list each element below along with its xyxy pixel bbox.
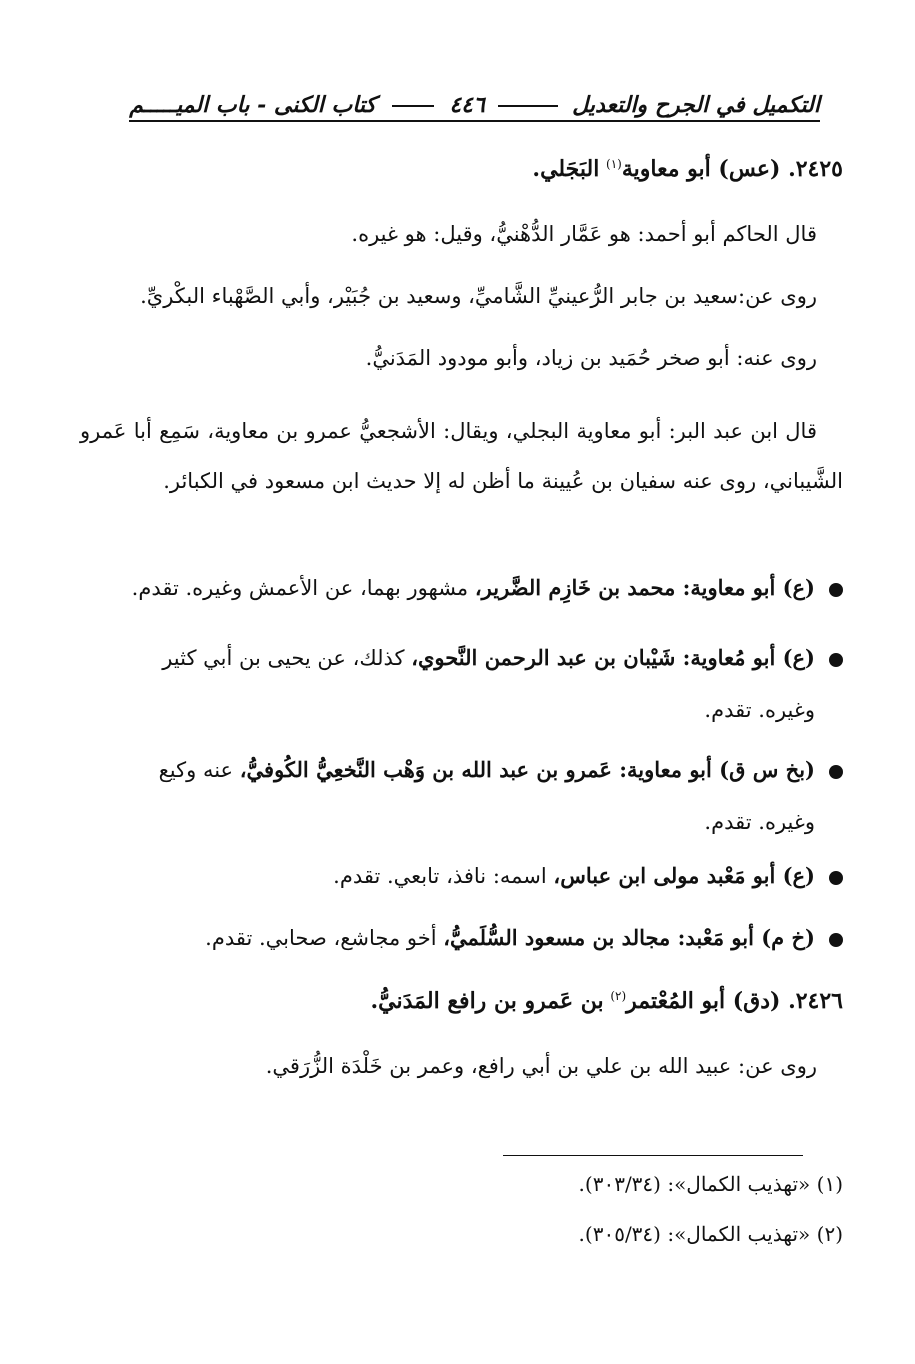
bullet-icon [829, 583, 843, 597]
list-item [90, 572, 843, 605]
list-item-text: كذلك، عن يحيى بن أبي كثير [162, 646, 412, 670]
header-dash [498, 105, 558, 107]
entry-title-text: ٢٤٢٦. (دق) أبو المُعْتمر [626, 988, 843, 1014]
entry-2426-title [80, 984, 843, 1018]
list-item-text: أخو مجاشع، صحابي. تقدم. [205, 926, 444, 950]
list-item-bold: (ع) أبو معاوية: محمد بن خَازِم الضَّرير، [474, 575, 815, 600]
running-head-underlined [129, 92, 820, 122]
paragraph: قال الحاكم أبو أحمد: هو عَمَّار الدُّهْنيُّ، وقيل: هو غيره. [351, 222, 817, 246]
entry-2425-title [80, 152, 843, 186]
list-item [90, 860, 843, 893]
entry-title-text: ٢٤٢٥. (عس) أبو معاوية [621, 156, 843, 182]
bullet-icon [829, 653, 843, 667]
list-item-bold: (بخ س ق) أبو معاوية: عَمرو بن عبد الله بن وَهْب النَّخعِيُّ الكُوفيُّ، [239, 757, 815, 782]
list-item-text: مشهور بهما، عن الأعمش وغيره. تقدم. [131, 576, 475, 600]
footnote: (١) «تهذيب الكمال»: (٣٠٣/٣٤). [578, 1172, 843, 1196]
list-item-text: اسمه: نافذ، تابعي. تقدم. [333, 864, 554, 888]
bullet-icon [829, 933, 843, 947]
paragraph-text: قال ابن عبد البر: أبو معاوية البجلي، ويقال: الأشجعيُّ عمرو بن معاوية، سَمِع أبا عَمرو الشَّيباني، روى عنه سفيان بن عُيينة ما أظن له إلا حديث ابن مسعود في الكبائر. [80, 419, 843, 493]
list-item [90, 744, 843, 848]
list-item [90, 922, 843, 955]
entry-title-end: بن عَمرو بن رافع المَدَنيُّ. [370, 988, 604, 1014]
list-item [90, 632, 843, 736]
footnote: (٢) «تهذيب الكمال»: (٣٠٥/٣٤). [578, 1222, 843, 1246]
paragraph: روى عنه: أبو صخر حُمَيد بن زياد، وأبو مودود المَدَنيُّ. [365, 346, 817, 370]
paragraph-ibn-abd-al-barr [80, 406, 843, 506]
bullet-icon [829, 765, 843, 779]
book-title: التكميل في الجرح والتعديل [572, 92, 820, 118]
entry-title-end: البَجَلي. [532, 156, 600, 182]
bullet-icon [829, 871, 843, 885]
running-head [129, 92, 820, 122]
list-item-bold: (خ م) أبو مَعْبد: مجالد بن مسعود السُّلَميُّ، [443, 925, 815, 950]
list-item-bold: (ع) أبو مَعْبد مولى ابن عباس، [553, 863, 815, 888]
paragraph: روى عن: عبيد الله بن علي بن أبي رافع، وعمر بن خَلْدَة الزُّرَقي. [265, 1054, 817, 1078]
header-dash [392, 105, 434, 107]
list-item-bold: (ع) أبو مُعاوية: شَيْبان بن عبد الرحمن النَّحوي، [411, 645, 815, 670]
page-number: ٤٤٦ [449, 92, 485, 118]
list-item-text: عنه وكيع [158, 758, 240, 782]
footnote-marker: (٢) [610, 989, 627, 1003]
paragraph: روى عن:سعيد بن جابر الرُّعينيِّ الشَّاميِّ، وسعيد بن جُبَيْر، وأبي الصَّهْباء البكْريِّ. [140, 284, 817, 308]
list-item-continuation: وغيره. تقدم. [704, 810, 815, 834]
list-item-continuation: وغيره. تقدم. [704, 698, 815, 722]
footnote-divider [503, 1155, 803, 1156]
footnote-marker: (١) [606, 157, 622, 171]
section-title: كتاب الكنى - باب الميـــــم [129, 92, 377, 118]
